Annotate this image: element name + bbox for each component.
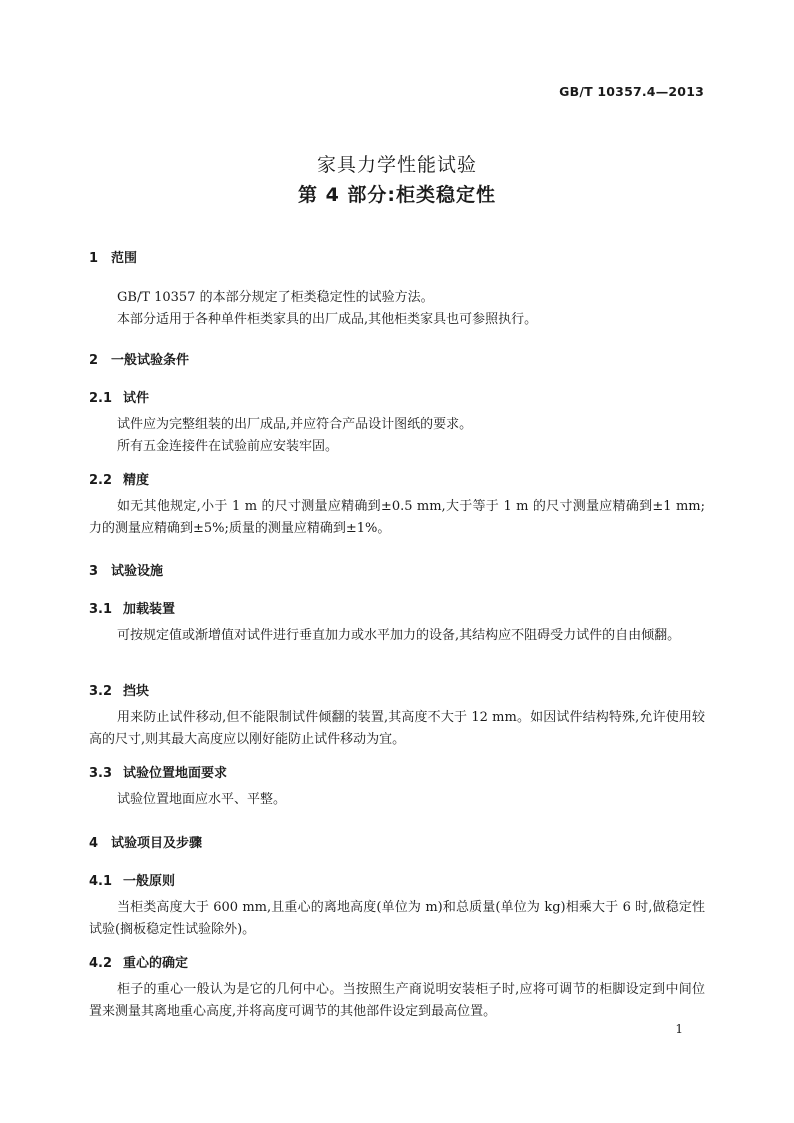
section-number: 1 bbox=[89, 251, 99, 266]
paragraph: 柜子的重心一般认为是它的几何中心。当按照生产商说明安装柜子时,应将可调节的柜脚设定到中间位置来测量其离地重心高度,并将高度可调节的其他部件设定到最高位置。 bbox=[89, 982, 705, 1019]
section-heading-4-2 bbox=[89, 952, 188, 971]
document-subtitle: 第 4 部分:柜类稳定性 bbox=[297, 184, 497, 206]
paragraph: 当柜类高度大于 600 mm,且重心的离地高度(单位为 m)和总质量(单位为 kg)相乘大于 6 时,做稳定性试验(搁板稳定性试验除外)。 bbox=[89, 900, 705, 937]
section-heading-1 bbox=[89, 247, 137, 266]
paragraph: 试件应为完整组装的出厂成品,并应符合产品设计图纸的要求。 bbox=[117, 417, 473, 432]
section-number: 2.2 bbox=[89, 473, 113, 488]
section-number: 3.2 bbox=[89, 684, 113, 699]
section-heading-2 bbox=[89, 349, 189, 368]
section-heading-2-2 bbox=[89, 469, 149, 488]
section-title: 一般原则 bbox=[123, 874, 176, 889]
page-number: 1 bbox=[675, 1022, 683, 1036]
paragraph: 用来防止试件移动,但不能限制试件倾翻的装置,其高度不大于 12 mm。如因试件结构特殊,允许使用较高的尺寸,则其最大高度应以刚好能防止试件移动为宜。 bbox=[89, 710, 705, 747]
paragraph: GB/T 10357 的本部分规定了柜类稳定性的试验方法。 bbox=[117, 290, 434, 305]
section-title: 范围 bbox=[111, 251, 138, 266]
section-title: 挡块 bbox=[123, 684, 150, 699]
section-title: 精度 bbox=[123, 473, 150, 488]
section-number: 2.1 bbox=[89, 391, 113, 406]
section-heading-3-3 bbox=[89, 762, 227, 781]
section-number: 3 bbox=[89, 564, 99, 579]
section-title: 重心的确定 bbox=[123, 956, 189, 971]
paragraph: 本部分适用于各种单件柜类家具的出厂成品,其他柜类家具也可参照执行。 bbox=[117, 312, 538, 327]
paragraph: 试验位置地面应水平、平整。 bbox=[117, 792, 287, 807]
section-title: 试验设施 bbox=[111, 564, 164, 579]
section-heading-4 bbox=[89, 832, 202, 851]
paragraph: 所有五金连接件在试验前应安装牢固。 bbox=[117, 439, 339, 454]
section-title: 试验位置地面要求 bbox=[123, 766, 228, 781]
section-number: 4.1 bbox=[89, 874, 113, 889]
section-title: 试件 bbox=[123, 391, 150, 406]
section-number: 2 bbox=[89, 353, 99, 368]
section-title: 一般试验条件 bbox=[111, 353, 190, 368]
paragraph: 如无其他规定,小于 1 m 的尺寸测量应精确到±0.5 mm,大于等于 1 m 的尺寸测量应精确到±1 mm;力的测量应精确到±5%;质量的测量应精确到±1%。 bbox=[89, 499, 705, 536]
section-heading-2-1 bbox=[89, 387, 149, 406]
section-heading-3-2 bbox=[89, 680, 149, 699]
section-title: 加载装置 bbox=[123, 602, 176, 617]
document-title: 家具力学性能试验 bbox=[316, 154, 477, 176]
section-number: 3.1 bbox=[89, 602, 113, 617]
paragraph: 可按规定值或渐增值对试件进行垂直加力或水平加力的设备,其结构应不阻碍受力试件的自由倾翻。 bbox=[117, 628, 681, 643]
section-number: 4.2 bbox=[89, 956, 113, 971]
section-number: 4 bbox=[89, 836, 99, 851]
section-heading-4-1 bbox=[89, 870, 175, 889]
section-heading-3-1 bbox=[89, 598, 175, 617]
section-heading-3 bbox=[89, 560, 163, 579]
section-number: 3.3 bbox=[89, 766, 113, 781]
section-title: 试验项目及步骤 bbox=[111, 836, 203, 851]
standard-code: GB/T 10357.4—2013 bbox=[559, 84, 704, 99]
